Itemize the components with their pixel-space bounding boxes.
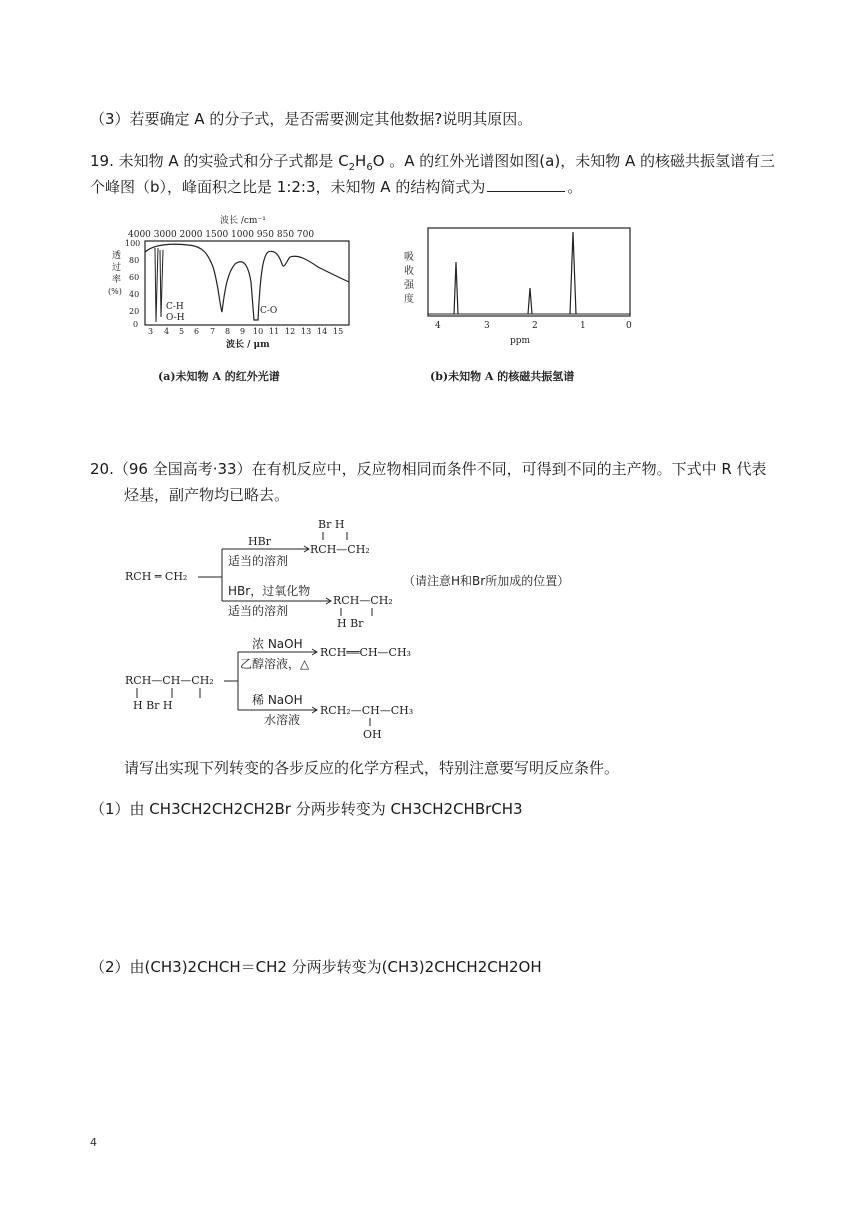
nmr-y-label-1: 吸 (404, 252, 414, 263)
ir-x-tick: 13 (301, 327, 312, 336)
q20-line1: 20.（96 全国高考·33）在有机反应中，反应物相同而条件不同，可得到不同的主产物。下式中 R 代表 (90, 460, 767, 478)
nmr-y-label-2: 收 (404, 266, 414, 277)
ir-annotation-ch: C-H (166, 302, 184, 312)
rx1-product-2-substituents: H Br (337, 617, 364, 630)
ir-y-tick: 0 (133, 320, 139, 329)
rx2-condition-2-bottom: 水溶液 (264, 713, 301, 727)
rx1-product-1: RCH—CH₂ (310, 543, 370, 556)
rx1-reactant: RCH ═ CH₂ (125, 570, 188, 583)
rx1-product-2: RCH—CH₂ (333, 594, 393, 607)
q19-text-d: 。 (567, 178, 583, 196)
q20-part1: （1）由 CH3CH2CH2CH2Br 分两步转变为 CH3CH2CHBrCH3 (90, 800, 523, 818)
ir-annotation-co: C-O (260, 306, 278, 316)
ir-ch-oh-peaks (155, 248, 163, 322)
ir-y-label-3: 率 (112, 275, 122, 285)
ir-x-tick: 7 (210, 327, 216, 336)
nmr-x-tick: 0 (626, 321, 632, 331)
rx1-product-1-substituents: Br H (318, 518, 345, 531)
ir-x-tick: 15 (333, 327, 344, 336)
rx1-condition-2-bottom: 适当的溶剂 (228, 604, 289, 618)
nmr-peak-2 (528, 288, 532, 314)
q20-line2: 烃基，副产物均已略去。 (124, 486, 290, 504)
rx2-condition-2-top: 稀 NaOH (252, 693, 303, 707)
q19-sub-c: 2 (348, 162, 356, 173)
q20-part2: （2）由(CH3)2CHCH＝CH2 分两步转变为(CH3)2CHCH2CH2OH (90, 958, 542, 976)
ir-top-title: 波长 /cm⁻¹ (220, 216, 266, 226)
rx1-condition-1-bottom: 适当的溶剂 (228, 554, 289, 568)
ir-y-label-4: (%) (108, 287, 122, 296)
q20-instruction: 请写出实现下列转变的各步反应的化学方程式，特别注意要写明反应条件。 (124, 759, 620, 777)
ir-x-tick: 8 (225, 327, 231, 336)
ir-x-tick: 9 (240, 327, 246, 336)
q19-text-a: 19. 未知物 A 的实验式和分子式都是 C (90, 152, 349, 170)
rx1-condition-1-top: HBr (248, 535, 271, 548)
q18-part3-text: （3）若要确定 A 的分子式，是否需要测定其他数据?说明其原因。 (90, 110, 533, 128)
nmr-y-label-3: 强 (404, 280, 414, 291)
nmr-peak-3 (570, 232, 576, 314)
ir-x-tick: 3 (148, 327, 154, 336)
ir-x-tick: 4 (164, 327, 170, 336)
nmr-x-tick: 4 (435, 321, 441, 331)
ir-x-tick: 12 (285, 327, 296, 336)
ir-spectrum-figure (108, 212, 358, 352)
ir-x-title: 波长 / μm (226, 340, 270, 350)
rx1-condition-2-top: HBr，过氧化物 (228, 584, 311, 598)
ir-top-ticks: 4000 3000 2000 1500 1000 950 850 700 (128, 230, 315, 240)
answer-blank[interactable] (487, 177, 565, 192)
rx2-product-1: RCH══CH—CH₃ (320, 646, 411, 659)
rx2-condition-1-top: 浓 NaOH (252, 637, 303, 651)
nmr-x-title: ppm (510, 336, 531, 346)
rx1-note: （请注意H和Br所加成的位置） (403, 574, 570, 588)
ir-y-tick: 60 (129, 273, 140, 282)
nmr-y-label-4: 度 (404, 294, 414, 305)
q19-line2 (90, 174, 780, 200)
nmr-x-tick: 1 (580, 321, 586, 331)
rx2-reactant: RCH—CH—CH₂ (125, 674, 214, 687)
ir-x-tick: 10 (253, 327, 264, 336)
page-number: 4 (90, 1136, 97, 1149)
ir-caption: (a)未知物 A 的红外光谱 (158, 370, 280, 383)
q19-text-h: H (355, 152, 367, 170)
ir-x-tick: 11 (269, 327, 280, 336)
rx2-product-2-oh: OH (363, 728, 382, 741)
rx2-product-2: RCH₂—CH—CH₃ (320, 704, 414, 717)
ir-y-label-2: 过 (112, 263, 122, 273)
ir-x-tick: 14 (317, 327, 328, 336)
ir-annotation-oh: O-H (166, 313, 185, 323)
ir-y-tick: 40 (129, 290, 140, 299)
ir-y-tick: 20 (129, 307, 140, 316)
reaction-scheme-2 (120, 632, 430, 742)
ir-y-label-1: 透 (112, 251, 122, 261)
q19-sub-h: 6 (366, 162, 373, 173)
nmr-peak-1 (454, 262, 458, 314)
q19-text-c: 个峰图（b），峰面积之比是 1:2:3，未知物 A 的结构简式为 (90, 178, 486, 196)
nmr-x-tick: 2 (532, 321, 538, 331)
nmr-spectrum-figure (400, 222, 650, 352)
reaction-scheme-1 (120, 515, 410, 630)
q19-text-b: O 。A 的红外光谱图如图(a)，未知物 A 的核磁共振氢谱有三 (372, 152, 776, 170)
ir-x-tick: 6 (194, 327, 200, 336)
rx2-condition-1-bottom: 乙醇溶液，△ (240, 657, 310, 671)
ir-x-tick: 5 (179, 327, 185, 336)
ir-y-tick: 100 (125, 239, 141, 248)
ir-y-tick: 80 (129, 256, 140, 265)
nmr-x-tick: 3 (484, 321, 490, 331)
rx2-reactant-substituents: H Br H (133, 699, 173, 712)
nmr-caption: (b)未知物 A 的核磁共振氢谱 (430, 370, 575, 383)
